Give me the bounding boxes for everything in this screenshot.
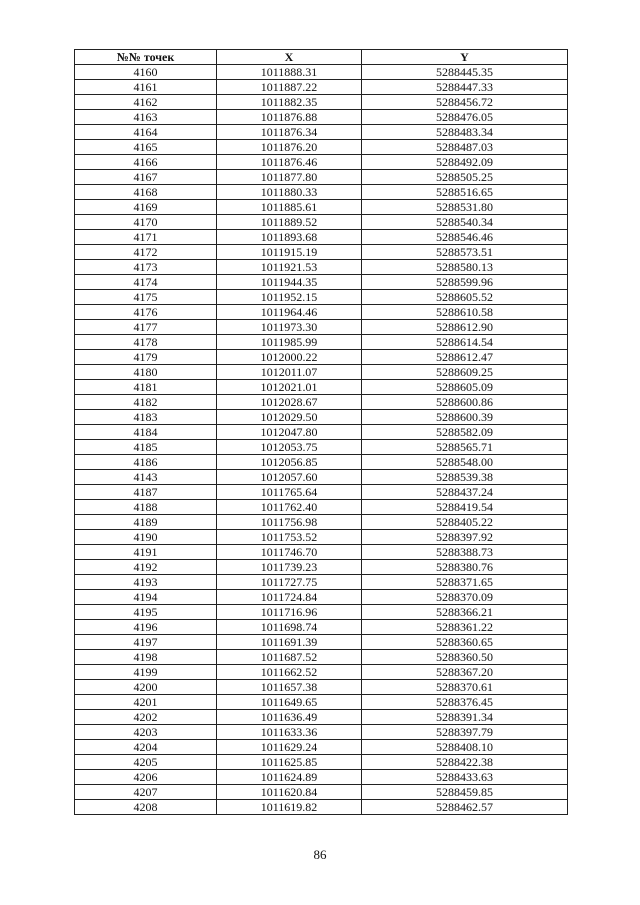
cell-point-number: 4163: [75, 110, 217, 125]
cell-x: 1011636.49: [217, 710, 362, 725]
cell-point-number: 4208: [75, 800, 217, 815]
cell-point-number: 4170: [75, 215, 217, 230]
table-row: [75, 365, 568, 380]
cell-point-number: 4187: [75, 485, 217, 500]
cell-point-number: 4193: [75, 575, 217, 590]
table-row: [75, 665, 568, 680]
cell-y: 5288605.52: [362, 290, 568, 305]
cell-y: 5288391.34: [362, 710, 568, 725]
cell-y: 5288487.03: [362, 140, 568, 155]
cell-x: 1011888.31: [217, 65, 362, 80]
cell-x: 1011893.68: [217, 230, 362, 245]
cell-point-number: 4181: [75, 380, 217, 395]
table-row: [75, 170, 568, 185]
table-row: [75, 740, 568, 755]
cell-x: 1012053.75: [217, 440, 362, 455]
cell-point-number: 4188: [75, 500, 217, 515]
table-row: [75, 530, 568, 545]
cell-point-number: 4177: [75, 320, 217, 335]
table-row: [75, 770, 568, 785]
table-row: [75, 500, 568, 515]
cell-y: 5288565.71: [362, 440, 568, 455]
table-row: [75, 755, 568, 770]
cell-y: 5288505.25: [362, 170, 568, 185]
cell-y: 5288612.47: [362, 350, 568, 365]
cell-x: 1011877.80: [217, 170, 362, 185]
cell-y: 5288456.72: [362, 95, 568, 110]
table-row: [75, 380, 568, 395]
table-row: [75, 485, 568, 500]
cell-y: 5288397.79: [362, 725, 568, 740]
cell-x: 1012000.22: [217, 350, 362, 365]
cell-point-number: 4183: [75, 410, 217, 425]
table-row: [75, 305, 568, 320]
cell-x: 1012057.60: [217, 470, 362, 485]
table-row: [75, 275, 568, 290]
cell-x: 1011921.53: [217, 260, 362, 275]
cell-point-number: 4197: [75, 635, 217, 650]
cell-x: 1011882.35: [217, 95, 362, 110]
table-row: [75, 245, 568, 260]
cell-point-number: 4200: [75, 680, 217, 695]
cell-y: 5288582.09: [362, 425, 568, 440]
page-number: 86: [313, 847, 327, 862]
table-row: [75, 575, 568, 590]
table-row: [75, 155, 568, 170]
cell-point-number: 4182: [75, 395, 217, 410]
cell-y: 5288376.45: [362, 695, 568, 710]
cell-point-number: 4206: [75, 770, 217, 785]
cell-x: 1011746.70: [217, 545, 362, 560]
table-row: [75, 725, 568, 740]
table-row: [75, 80, 568, 95]
cell-point-number: 4179: [75, 350, 217, 365]
cell-point-number: 4207: [75, 785, 217, 800]
cell-x: 1011662.52: [217, 665, 362, 680]
table-row: [75, 95, 568, 110]
cell-y: 5288370.09: [362, 590, 568, 605]
cell-point-number: 4202: [75, 710, 217, 725]
table-row: [75, 650, 568, 665]
cell-x: 1011876.34: [217, 125, 362, 140]
cell-y: 5288573.51: [362, 245, 568, 260]
cell-point-number: 4191: [75, 545, 217, 560]
table-header-row: [75, 50, 568, 65]
cell-x: 1011876.88: [217, 110, 362, 125]
cell-point-number: 4194: [75, 590, 217, 605]
cell-point-number: 4174: [75, 275, 217, 290]
cell-x: 1012011.07: [217, 365, 362, 380]
cell-y: 5288540.34: [362, 215, 568, 230]
table-body: [75, 65, 568, 815]
cell-y: 5288610.58: [362, 305, 568, 320]
table-row: [75, 395, 568, 410]
table-row: [75, 410, 568, 425]
cell-point-number: 4186: [75, 455, 217, 470]
table-row: [75, 680, 568, 695]
cell-point-number: 4175: [75, 290, 217, 305]
table-row: [75, 260, 568, 275]
cell-x: 1011762.40: [217, 500, 362, 515]
cell-x: 1011633.36: [217, 725, 362, 740]
cell-point-number: 4176: [75, 305, 217, 320]
cell-y: 5288483.34: [362, 125, 568, 140]
table-row: [75, 230, 568, 245]
cell-y: 5288366.21: [362, 605, 568, 620]
cell-point-number: 4205: [75, 755, 217, 770]
cell-y: 5288419.54: [362, 500, 568, 515]
cell-x: 1011727.75: [217, 575, 362, 590]
cell-y: 5288462.57: [362, 800, 568, 815]
cell-y: 5288546.46: [362, 230, 568, 245]
table-row: [75, 710, 568, 725]
cell-y: 5288600.39: [362, 410, 568, 425]
cell-y: 5288380.76: [362, 560, 568, 575]
cell-y: 5288516.65: [362, 185, 568, 200]
table-row: [75, 335, 568, 350]
cell-y: 5288600.86: [362, 395, 568, 410]
cell-y: 5288531.80: [362, 200, 568, 215]
cell-x: 1011887.22: [217, 80, 362, 95]
cell-x: 1012028.67: [217, 395, 362, 410]
cell-point-number: 4184: [75, 425, 217, 440]
cell-x: 1011885.61: [217, 200, 362, 215]
table-row: [75, 200, 568, 215]
cell-x: 1011620.84: [217, 785, 362, 800]
cell-y: 5288614.54: [362, 335, 568, 350]
cell-x: 1011880.33: [217, 185, 362, 200]
cell-x: 1011973.30: [217, 320, 362, 335]
cell-point-number: 4161: [75, 80, 217, 95]
table-row: [75, 785, 568, 800]
table-row: [75, 515, 568, 530]
cell-y: 5288360.50: [362, 650, 568, 665]
cell-x: 1011691.39: [217, 635, 362, 650]
cell-y: 5288360.65: [362, 635, 568, 650]
table-row: [75, 800, 568, 815]
cell-x: 1011629.24: [217, 740, 362, 755]
cell-x: 1011649.65: [217, 695, 362, 710]
cell-y: 5288370.61: [362, 680, 568, 695]
cell-y: 5288397.92: [362, 530, 568, 545]
cell-y: 5288361.22: [362, 620, 568, 635]
cell-y: 5288405.22: [362, 515, 568, 530]
table-row: [75, 440, 568, 455]
cell-y: 5288459.85: [362, 785, 568, 800]
cell-x: 1011889.52: [217, 215, 362, 230]
cell-y: 5288422.38: [362, 755, 568, 770]
table-row: [75, 545, 568, 560]
cell-y: 5288609.25: [362, 365, 568, 380]
table-row: [75, 620, 568, 635]
table-row: [75, 320, 568, 335]
header-point-number: №№ точек: [75, 50, 217, 65]
cell-point-number: 4168: [75, 185, 217, 200]
cell-x: 1011624.89: [217, 770, 362, 785]
cell-x: 1011716.96: [217, 605, 362, 620]
cell-x: 1011915.19: [217, 245, 362, 260]
header-x: X: [217, 50, 362, 65]
table-row: [75, 350, 568, 365]
cell-point-number: 4196: [75, 620, 217, 635]
cell-x: 1011964.46: [217, 305, 362, 320]
cell-y: 5288476.05: [362, 110, 568, 125]
cell-y: 5288433.63: [362, 770, 568, 785]
cell-y: 5288447.33: [362, 80, 568, 95]
cell-y: 5288371.65: [362, 575, 568, 590]
cell-x: 1011698.74: [217, 620, 362, 635]
cell-point-number: 4171: [75, 230, 217, 245]
cell-y: 5288437.24: [362, 485, 568, 500]
cell-x: 1011657.38: [217, 680, 362, 695]
table-row: [75, 215, 568, 230]
cell-y: 5288599.96: [362, 275, 568, 290]
cell-point-number: 4165: [75, 140, 217, 155]
cell-x: 1011985.99: [217, 335, 362, 350]
cell-point-number: 4192: [75, 560, 217, 575]
cell-x: 1011753.52: [217, 530, 362, 545]
cell-point-number: 4195: [75, 605, 217, 620]
cell-y: 5288492.09: [362, 155, 568, 170]
cell-point-number: 4143: [75, 470, 217, 485]
table-row: [75, 470, 568, 485]
cell-x: 1012021.01: [217, 380, 362, 395]
cell-x: 1011739.23: [217, 560, 362, 575]
cell-x: 1011876.20: [217, 140, 362, 155]
cell-point-number: 4203: [75, 725, 217, 740]
table-row: [75, 605, 568, 620]
cell-point-number: 4166: [75, 155, 217, 170]
cell-x: 1012047.80: [217, 425, 362, 440]
cell-point-number: 4199: [75, 665, 217, 680]
cell-y: 5288612.90: [362, 320, 568, 335]
cell-point-number: 4160: [75, 65, 217, 80]
cell-y: 5288548.00: [362, 455, 568, 470]
table-row: [75, 635, 568, 650]
cell-x: 1011944.35: [217, 275, 362, 290]
table-row: [75, 110, 568, 125]
cell-point-number: 4178: [75, 335, 217, 350]
cell-x: 1011765.64: [217, 485, 362, 500]
cell-y: 5288408.10: [362, 740, 568, 755]
table-row: [75, 65, 568, 80]
cell-point-number: 4173: [75, 260, 217, 275]
cell-x: 1011756.98: [217, 515, 362, 530]
cell-x: 1011619.82: [217, 800, 362, 815]
table-row: [75, 185, 568, 200]
table-row: [75, 455, 568, 470]
cell-point-number: 4185: [75, 440, 217, 455]
cell-y: 5288580.13: [362, 260, 568, 275]
cell-point-number: 4162: [75, 95, 217, 110]
cell-point-number: 4169: [75, 200, 217, 215]
cell-point-number: 4172: [75, 245, 217, 260]
cell-y: 5288605.09: [362, 380, 568, 395]
cell-x: 1011876.46: [217, 155, 362, 170]
cell-point-number: 4180: [75, 365, 217, 380]
cell-x: 1011952.15: [217, 290, 362, 305]
table-row: [75, 290, 568, 305]
cell-x: 1011625.85: [217, 755, 362, 770]
table-row: [75, 590, 568, 605]
table-row: [75, 695, 568, 710]
table-row: [75, 425, 568, 440]
cell-point-number: 4204: [75, 740, 217, 755]
cell-y: 5288445.35: [362, 65, 568, 80]
cell-point-number: 4167: [75, 170, 217, 185]
cell-point-number: 4198: [75, 650, 217, 665]
cell-y: 5288367.20: [362, 665, 568, 680]
cell-x: 1011724.84: [217, 590, 362, 605]
cell-y: 5288539.38: [362, 470, 568, 485]
coordinates-table: [74, 49, 568, 815]
cell-point-number: 4164: [75, 125, 217, 140]
cell-x: 1012056.85: [217, 455, 362, 470]
cell-point-number: 4201: [75, 695, 217, 710]
table-row: [75, 560, 568, 575]
cell-point-number: 4189: [75, 515, 217, 530]
cell-x: 1012029.50: [217, 410, 362, 425]
header-y: Y: [362, 50, 568, 65]
table-row: [75, 140, 568, 155]
table-row: [75, 125, 568, 140]
cell-y: 5288388.73: [362, 545, 568, 560]
cell-point-number: 4190: [75, 530, 217, 545]
cell-x: 1011687.52: [217, 650, 362, 665]
